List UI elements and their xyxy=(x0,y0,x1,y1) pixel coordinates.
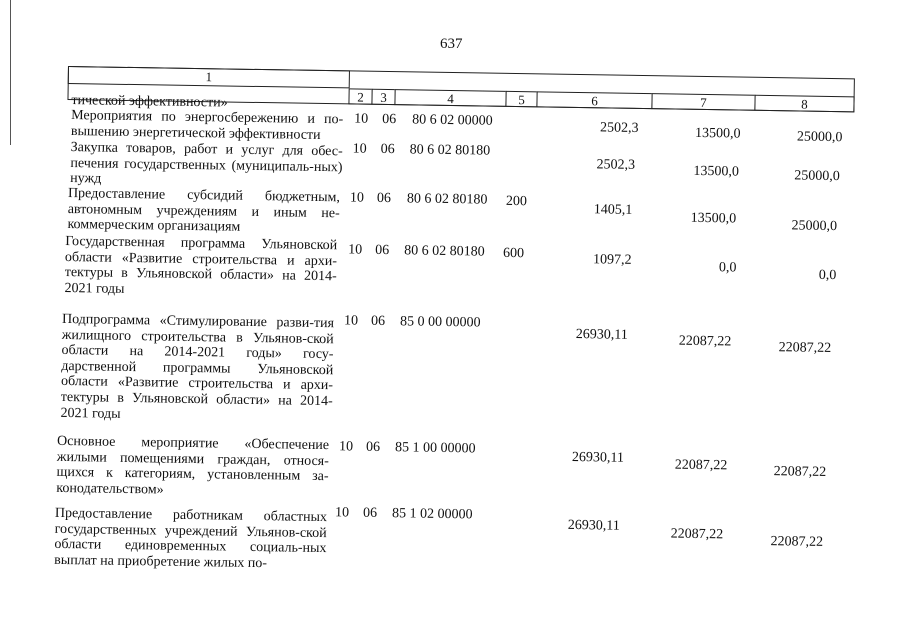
row-2-col3: 06 xyxy=(380,141,395,158)
row-7-name: Предоставление работникам областных государственных учреждений Ульянов-ской области единовременных социаль-ных выплат на приобретение жилых по- xyxy=(54,505,328,571)
row-2-col7: 13500,0 xyxy=(693,163,740,180)
row-6-col8: 22087,22 xyxy=(773,464,827,480)
row-2-col6: 2502,3 xyxy=(596,157,636,173)
row-6-col4: 85 1 00 00000 xyxy=(394,440,476,457)
row-2-name: Закупка товаров, работ и услуг для обес-печения государственных (муниципаль-ных) нужд xyxy=(70,140,343,187)
row-4-name: Государственная программа Ульяновской области «Развитие строительства и архи-тектуры в Ульяновской области» на 2014-2021 годы xyxy=(64,233,338,297)
scan-edge-line xyxy=(10,0,11,145)
row-6-col7: 22087,22 xyxy=(674,457,728,474)
row-3-col7: 13500,0 xyxy=(690,210,737,227)
row-5-col3: 06 xyxy=(370,313,386,330)
row-4-col4: 80 6 02 80180 xyxy=(404,243,485,260)
row-4-col7: 0,0 xyxy=(718,260,737,276)
row-5-col7: 22087,22 xyxy=(678,333,732,350)
header-cell-3: 3 xyxy=(371,89,395,105)
row-3-col6: 1405,1 xyxy=(593,202,633,218)
header-cell-2: 2 xyxy=(348,88,372,104)
row-3-col8: 25000,0 xyxy=(791,218,838,235)
row-7-col8: 22087,22 xyxy=(770,534,824,550)
row-4-col8: 0,0 xyxy=(818,267,837,284)
row-2-col8: 25000,0 xyxy=(794,168,840,185)
header-cell-1: 1 xyxy=(68,66,350,88)
row-1-col6: 2502,3 xyxy=(599,120,639,136)
row-3-col2: 10 xyxy=(349,190,365,206)
row-5-col6: 26930,11 xyxy=(575,327,628,343)
page-number: 637 xyxy=(440,36,463,52)
row-1-col8: 25000,0 xyxy=(796,129,843,146)
row-1-col4: 80 6 02 00000 xyxy=(412,112,493,129)
row-7-col4: 85 1 02 00000 xyxy=(391,506,473,523)
row-1-col2: 10 xyxy=(354,111,369,127)
header-cell-4: 4 xyxy=(394,89,506,107)
row-6-col2: 10 xyxy=(338,439,354,455)
row-5-name: Подпрограмма «Стимулирование разви-тия жилищного строительства в Ульянов-ской области на 2014-2021 годы» госу-дарственной программы Ульяновской области «Развитие строительства и архи-тектуры в Ульяновской области» на 2014-2021 годы xyxy=(60,311,335,422)
row-7-col7: 22087,22 xyxy=(670,526,724,543)
row-7-col6: 26930,11 xyxy=(567,517,620,534)
row-6-col6: 26930,11 xyxy=(571,449,625,466)
row-2-col2: 10 xyxy=(352,141,367,157)
row-3-name: Предоставление субсидий бюджетным, автономным учреждениям и иным не-коммерческим организациям xyxy=(67,186,341,235)
row-1-name: Мероприятия по энергосбережению и по-вышению энергетической эффективности xyxy=(70,108,344,143)
row-5-col8: 22087,22 xyxy=(778,340,832,357)
budget-table xyxy=(54,66,858,638)
row-5-col2: 10 xyxy=(343,313,359,329)
header-cell-8: 8 xyxy=(754,95,854,113)
row-4-col5: 600 xyxy=(502,245,525,262)
row-4-col6: 1097,2 xyxy=(592,252,632,268)
row-4-col3: 06 xyxy=(375,242,390,259)
row-3-col5: 200 xyxy=(505,193,528,210)
row-0-name: тической эффективности» xyxy=(71,93,228,111)
row-7-col3: 06 xyxy=(362,505,378,521)
row-1-col7: 13500,0 xyxy=(694,125,741,142)
row-2-col4: 80 6 02 80180 xyxy=(409,142,491,159)
row-6-col3: 06 xyxy=(365,439,381,455)
header-cell-6: 6 xyxy=(536,91,652,109)
row-7-col2: 10 xyxy=(334,505,350,521)
row-4-col2: 10 xyxy=(348,242,363,258)
row-3-col4: 80 6 02 80180 xyxy=(406,191,488,208)
header-cell-7: 7 xyxy=(651,93,755,111)
row-3-col3: 06 xyxy=(376,190,392,207)
row-5-col4: 85 0 00 00000 xyxy=(399,314,481,331)
row-6-name: Основное мероприятие «Обеспечение жилыми помещениями граждан, относя-щихся к категориям, установленным за-конодательством» xyxy=(56,433,330,498)
row-1-col3: 06 xyxy=(382,111,397,128)
header-cell-5: 5 xyxy=(505,91,537,108)
